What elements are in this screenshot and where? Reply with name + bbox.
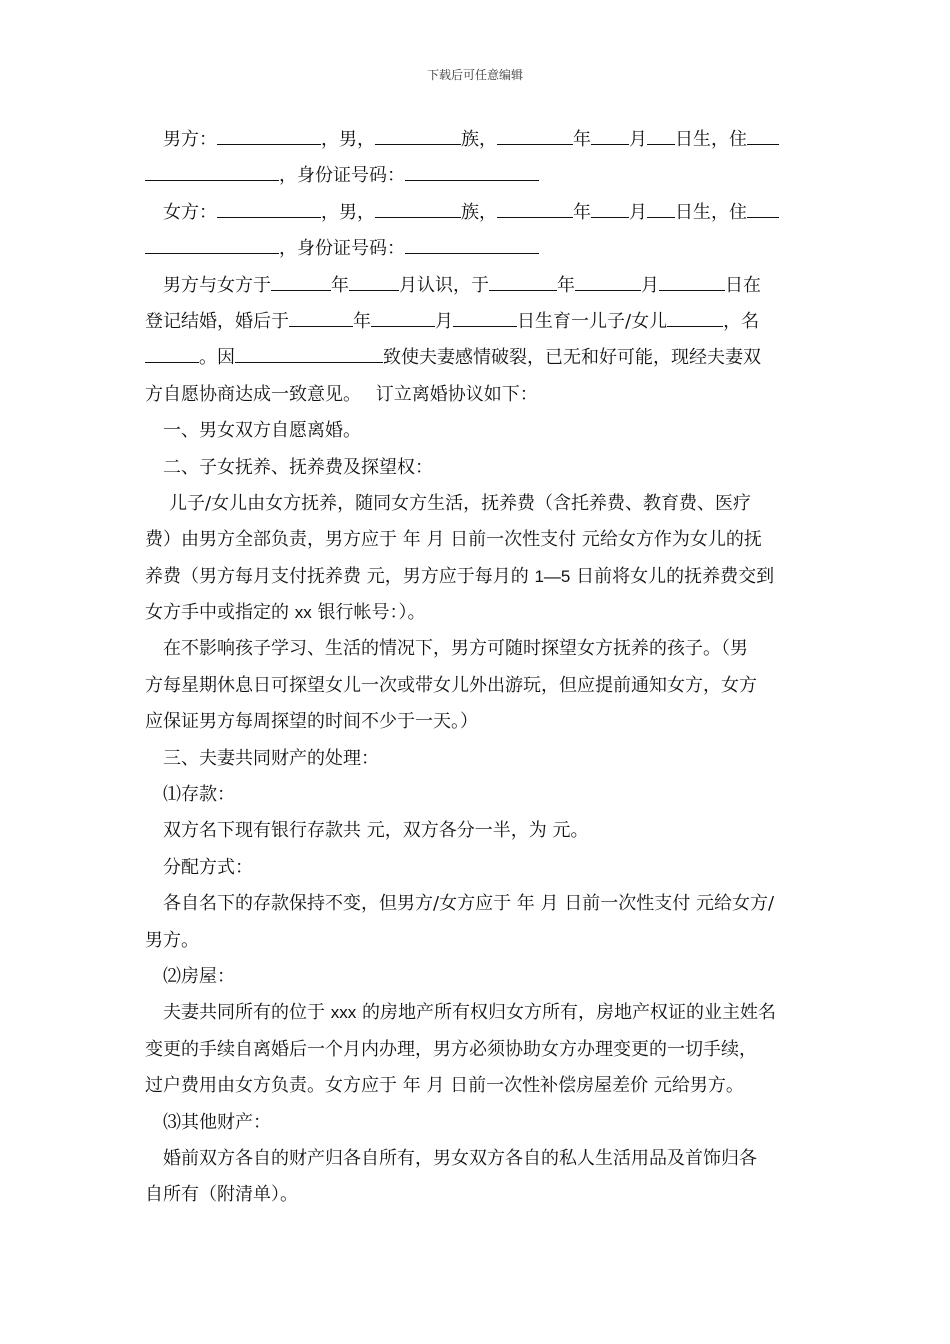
child-month-blank[interactable] [371, 306, 435, 327]
female-id-label: ，身份证号码： [279, 238, 405, 260]
intro-text: 年 [353, 310, 371, 332]
male-ethnic-label: 族， [461, 129, 497, 150]
female-id-blank[interactable] [405, 233, 539, 254]
intro-text: 男方与女方于 [163, 274, 271, 296]
female-address-blank-2[interactable] [145, 233, 279, 254]
child-day-blank[interactable] [453, 306, 517, 327]
male-label: 男方： [163, 129, 217, 150]
clause-3-heading: 三、夫妻共同财产的处理： [163, 747, 379, 769]
female-birth-address-label: 日生，住 [675, 201, 747, 223]
male-party-line-1 [145, 122, 807, 158]
visitation-line-3: 应保证男方每周探望的时间不少于一天。） [145, 711, 478, 733]
intro-text: 日生育一儿子/女儿 [517, 310, 668, 332]
intro-text: 月 [435, 310, 453, 332]
distribution-line-1: 各自名下的存款保持不变，但男方/女方应于 年 月 日前一次性支付 元给女方/ [163, 893, 775, 915]
male-id-blank[interactable] [405, 160, 539, 181]
female-label: 女方： [163, 201, 217, 223]
intro-line-1 [145, 268, 807, 304]
intro-text: 月 [641, 274, 659, 296]
male-birth-address-label: 日生，住 [675, 129, 747, 150]
house-heading: ⑵房屋： [163, 965, 235, 987]
savings-heading: ⑴存款： [163, 784, 235, 806]
house-line-3: 过户费用由女方负责。女方应于 年 月 日前一次性补偿房屋差价 元给男方。 [145, 1075, 744, 1097]
child-support-text: 女方手中或指定的 [145, 602, 295, 624]
female-month-label: 月 [629, 201, 647, 223]
female-year-blank[interactable] [497, 197, 573, 218]
female-ethnic-label: 族， [461, 201, 497, 223]
female-day-blank[interactable] [647, 197, 675, 218]
female-party-line-2 [145, 231, 807, 267]
male-party-line-2 [145, 158, 807, 194]
house-line-1 [145, 995, 807, 1031]
house-text: 的房地产所有权归女方所有，房地产权证的业主姓名 [356, 1002, 776, 1024]
female-gender: ，男， [321, 201, 375, 223]
male-address-blank-2[interactable] [145, 160, 279, 181]
child-support-line-1: 儿子/女儿由女方抚养，随同女方生活，抚养费（含托养费、教育费、医疗 [169, 492, 752, 514]
agreement-body [145, 122, 807, 1214]
child-support-days: 1—5 [534, 566, 571, 586]
house-text: 夫妻共同所有的位于 [163, 1002, 331, 1024]
intro-text: 。因 [199, 347, 235, 369]
meet-month-blank[interactable] [349, 270, 399, 291]
intro-line-2 [145, 304, 807, 340]
female-party-line-1 [145, 195, 807, 231]
male-year-label: 年 [573, 129, 591, 150]
house-address-placeholder: xxx [330, 1003, 357, 1023]
male-ethnic-blank[interactable] [375, 124, 461, 145]
intro-line-3 [145, 340, 807, 376]
visitation-line-1: 在不影响孩子学习、生活的情况下，男方可随时探望女方抚养的孩子。（男 [163, 638, 748, 660]
female-address-blank[interactable] [747, 197, 779, 218]
intro-text: 日在 [725, 274, 761, 296]
other-property-line-1: 婚前双方各自的财产归各自所有，男女双方各自的私人生活用品及首饰归各 [163, 1147, 757, 1169]
marry-month-blank[interactable] [575, 270, 641, 291]
marry-year-blank[interactable] [489, 270, 557, 291]
page-header: 下载后可任意编辑 [426, 68, 523, 82]
intro-text: ，名 [723, 310, 760, 332]
intro-text: 致使夫妻感情破裂，已无和好可能，现经夫妻双 [383, 347, 761, 369]
other-property-heading: ⑶其他财产： [163, 1111, 271, 1133]
child-name-blank-2[interactable] [145, 342, 199, 363]
child-support-text: 日前将女儿的抚养费交到 [570, 565, 775, 587]
house-line-2: 变更的手续自离婚后一个月内办理，男方必须协助女方办理变更的一切手续， [145, 1038, 757, 1060]
female-year-label: 年 [573, 201, 591, 223]
intro-text: 年 [557, 274, 575, 296]
female-name-blank[interactable] [217, 197, 321, 218]
child-support-text: 银行帐号：）。 [311, 602, 426, 624]
intro-text: 月认识，于 [399, 274, 489, 296]
child-support-line-2: 费）由男方全部负责，男方应于 年 月 日前一次性支付 元给女方作为女儿的抚 [145, 529, 762, 551]
female-month-blank[interactable] [591, 197, 629, 218]
child-support-text: 养费（男方每月支付抚养费 元，男方应于每月的 [145, 565, 535, 587]
reason-blank[interactable] [235, 342, 383, 363]
child-name-blank[interactable] [667, 306, 723, 327]
male-month-label: 月 [629, 129, 647, 150]
male-address-blank[interactable] [747, 124, 779, 145]
intro-text: 登记结婚，婚后于 [145, 310, 289, 332]
visitation-line-2: 方每星期休息日可探望女儿一次或带女儿外出游玩，但应提前通知女方，女方 [145, 674, 757, 696]
meet-year-blank[interactable] [271, 270, 331, 291]
intro-line-4: 方自愿协商达成一致意见。 订立离婚协议如下： [145, 383, 538, 405]
child-year-blank[interactable] [289, 306, 353, 327]
male-day-blank[interactable] [647, 124, 675, 145]
male-gender: ，男， [321, 129, 375, 150]
marry-day-blank[interactable] [659, 270, 725, 291]
male-month-blank[interactable] [591, 124, 629, 145]
male-name-blank[interactable] [217, 124, 321, 145]
female-ethnic-blank[interactable] [375, 197, 461, 218]
distribution-line-2: 男方。 [145, 929, 199, 951]
male-year-blank[interactable] [497, 124, 573, 145]
intro-text: 年 [331, 274, 349, 296]
clause-1: 一、男女双方自愿离婚。 [163, 420, 361, 442]
distribution-heading: 分配方式： [163, 856, 253, 878]
bank-name-placeholder: xx [294, 603, 312, 623]
male-id-label: ，身份证号码： [279, 165, 405, 187]
savings-text: 双方名下现有银行存款共 元，双方各分一半，为 元。 [163, 820, 589, 842]
child-support-line-3 [145, 559, 807, 595]
other-property-line-2: 自所有（附清单）。 [145, 1184, 298, 1206]
child-support-line-4 [145, 595, 807, 631]
clause-2-heading: 二、子女抚养、抚养费及探望权： [163, 456, 433, 478]
